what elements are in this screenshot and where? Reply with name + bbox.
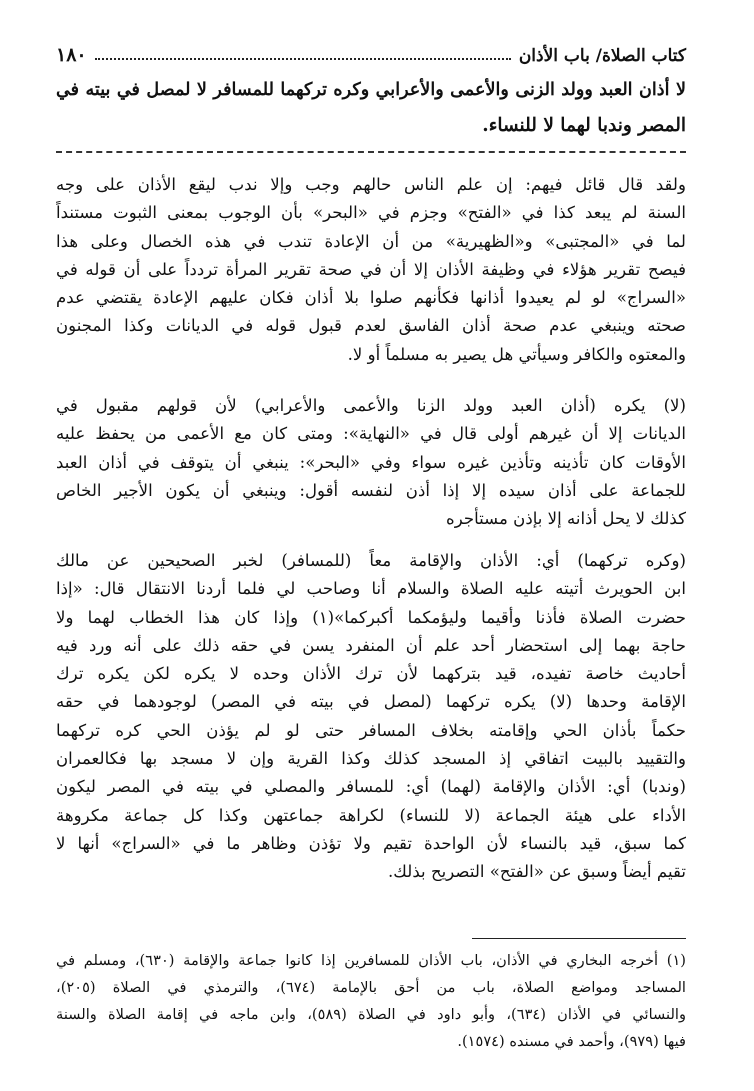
text-line: الديانات إلا أن غيرهم أولى قال في «النهاية»: ومتى كان مع الأعمى من يحفظ عليه [56, 424, 686, 444]
section-divider [56, 151, 686, 153]
matn-text [56, 72, 686, 144]
header-dotted-leader [95, 58, 511, 60]
text-line: حاجة بهما إلى استحضار أحد علم أن المنفرد يسن في حقه ذلك على أنه ورد فيه [56, 635, 686, 655]
text-line: حكماً بأذان الحي وإقامته بخلاف المسافر حتى لو لم يؤذن الحي كره تركهما [56, 720, 686, 740]
text-line: للجماعة على أذان سيده إلا إذا أذن لنفسه أقول: وينبغي أن يكون الأجير الخاص [56, 480, 686, 500]
text-line: ولقد قال قائل فيهم: إن علم الناس حالهم وجب وإلا ندب ليقع الأذان على وجه [56, 175, 686, 194]
footnote-rule [472, 938, 686, 939]
footnote-line: والنسائي في الأذان (٦٣٤)، وأبو داود في الصلاة (٥٨٩)، وابن ماجه في إقامة الصلاة والسنة [56, 1006, 686, 1023]
text-line: السنة لم يبعد كذا في «الفتح» وجزم في «البحر» بأن الوجوب بمعنى الثبوت مستنداً [56, 203, 686, 223]
text-line: (لا) يكره (أذان العبد وولد الزنا والأعمى والأعرابي) لأن قولهم مقبول في [56, 396, 686, 415]
text-line: صحته وينبغي عدم صحة أذان الفاسق لعدم قبول قوله في الديانات وكذا المجنون [56, 316, 686, 336]
text-line: كما سبق، قيد بالنساء لأن الواحدة تقيم ولا تؤذن وظاهر ما في «السراج» أنها لا [56, 833, 686, 853]
text-line: الأداء على هيئة الجماعة (لا للنساء) لكراهة جماعتهن وكذا كل جماعة مكروهة [56, 805, 686, 825]
text-line: لما في «المجتبى» و«الظهيرية» من أن الإعادة تندب في هذه الخصال وعلى هذا [56, 231, 686, 251]
text-line: (وكره تركهما) أي: الأذان والإقامة معاً (للمسافر) لخبر الصحيحين عن مالك [56, 551, 686, 570]
text-line: الإقامة وحدها (لا) يكره تركهما (لمصل في بيته في المصر) لوجودهما في حقه [56, 692, 686, 712]
matn-line: لا أذان العبد وولد الزنى والأعمى والأعرابي وكره تركهما للمسافر لا لمصل في بيته في [56, 79, 686, 100]
text-line: حضرت الصلاة فأذنا وأقيما وليؤمكما أكبركما»(١) وإذا كان هذا الخطاب لهما ولا [56, 607, 686, 627]
text-line: أحاديث خاصة تفيده، قيد بتركهما لأن ترك الأذان وحده لا يكره لكن يكره ترك [56, 664, 686, 684]
page-number: ١٨٠ [56, 44, 87, 66]
running-header [56, 36, 686, 66]
text-line: ابن الحويرث أتيته عليه الصلاة والسلام أنا وصاحب لي فلما أردنا الانتقال قال: «إذا [56, 579, 686, 599]
footnotes [56, 947, 686, 1055]
header-title: كتاب الصلاة/ باب الأذان [518, 46, 686, 66]
footnote-line: (١) أخرجه البخاري في الأذان، باب الأذان للمسافرين إذا كانوا جماعة والإقامة (٦٣٠)، ومسلم في [56, 952, 686, 969]
text-line: والتقييد بالبيت اتفاقي إذ المسجد كذلك وكذا القرية وإن لا مسجد بها فكالعمران [56, 749, 686, 769]
text-line: والمعتوه والكافر وسيأتي هل يصير به مسلماً أو لا. [347, 344, 686, 364]
text-line: تقيم أيضاً وسبق عن «الفتح» التصريح بذلك. [388, 862, 686, 882]
text-line: الأوقات كان تأذينه وتأذين غيره سواء وفي «البحر»: ينبغي أن يتوقف في أذان العبد [56, 452, 686, 472]
text-line: فيصح تقرير هؤلاء في وظيفة الأذان إلا أن في صحة تقرير المرأة تردداً على أن قوله في [56, 259, 686, 279]
text-line: كذلك لا يحل أذانه إلا بإذن مستأجره [446, 509, 686, 529]
footnote-line: فيها (٩٧٩)، وأحمد في مسنده (١٥٧٤). [457, 1033, 686, 1050]
text-line: «السراج» لو لم يعيدوا أذانها فكأنهم صلوا بلا أذان فكان عليهم الإعادة يقتضي عدم [56, 288, 686, 308]
commentary-paragraph-1 [56, 171, 686, 369]
footnote-line: المساجد ومواضع الصلاة، باب من أحق بالإمامة (٦٧٤)، والترمذي في الصلاة (٢٠٥)، [56, 979, 686, 996]
commentary-paragraph-2 [56, 392, 686, 533]
matn-line: المصر وندبا لهما لا للنساء. [482, 115, 686, 136]
commentary-paragraph-3 [56, 547, 686, 887]
text-line: (وندبا) أي: الأذان والإقامة (لهما) أي: للمسافر والمصلي في بيته في المصر ليكون [56, 777, 686, 797]
